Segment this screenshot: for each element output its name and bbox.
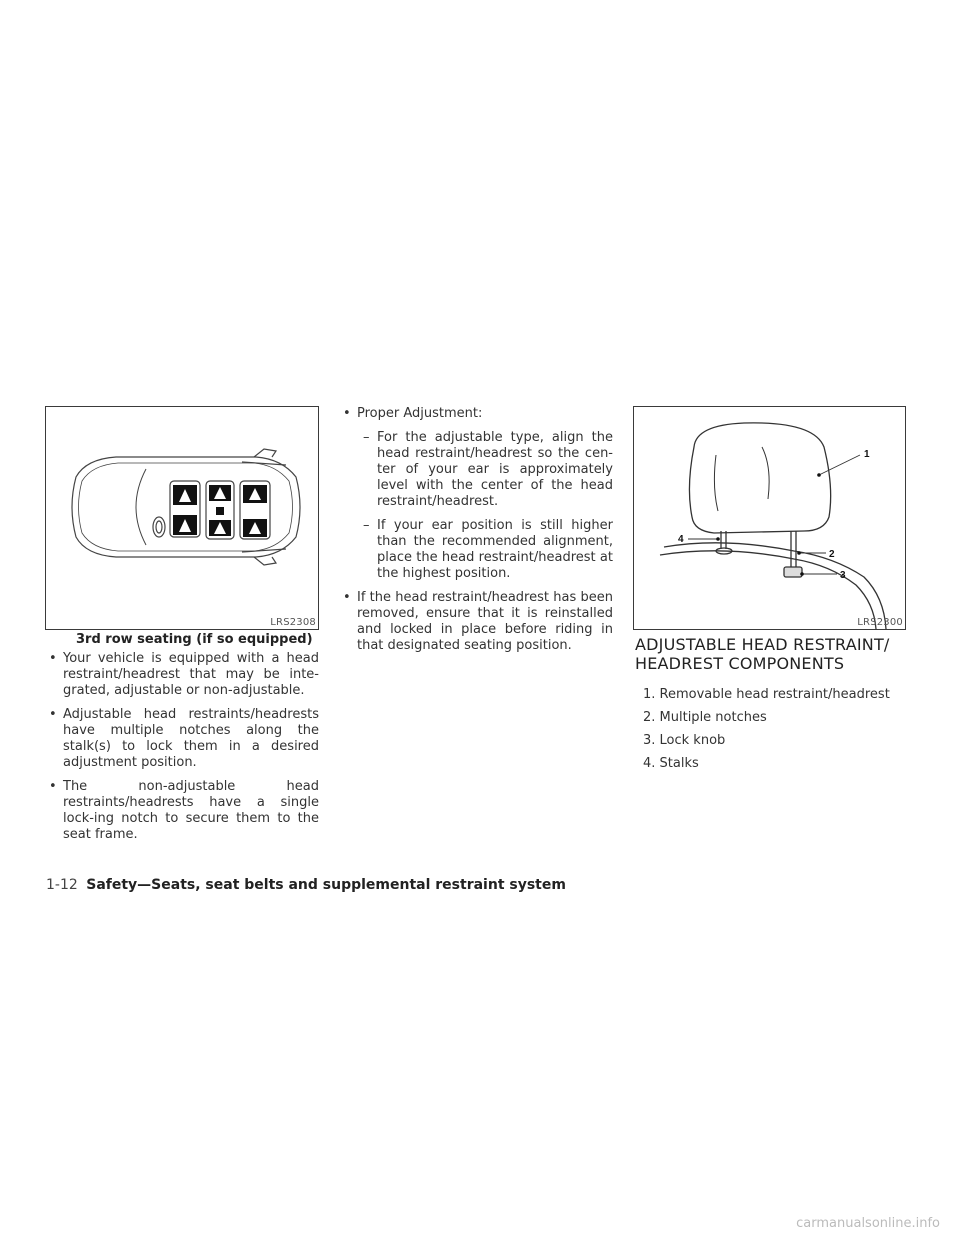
bullet-text: Proper Adjustment: xyxy=(357,406,483,421)
heading-line-1: ADJUSTABLE HEAD RESTRAINT/ xyxy=(635,635,890,654)
section-heading xyxy=(635,635,915,673)
bullet-item xyxy=(343,406,613,422)
bullet-item xyxy=(49,779,319,843)
bullet-item xyxy=(49,707,319,771)
left-column xyxy=(49,651,319,851)
dash-item xyxy=(343,430,613,510)
bullet-text: If the head restraint/headrest has been removed, ensure that it is reinstalled and locked in place before riding in that designated seating position. xyxy=(357,590,613,653)
callout-3: 3 xyxy=(840,570,846,581)
page-footer xyxy=(46,877,566,893)
bullet-text: Your vehicle is equipped with a head restraint/headrest that may be inte-grated, adjustable or non-adjustable. xyxy=(63,651,319,698)
list-item: 2. Multiple notches xyxy=(643,710,767,725)
right-column xyxy=(635,635,915,779)
bullet-item xyxy=(49,651,319,699)
figure-vehicle-top-view xyxy=(45,406,319,630)
list-item: 1. Removable head restraint/headrest xyxy=(643,687,890,702)
page-number: 1-12 xyxy=(46,877,78,893)
bullet-dot: • xyxy=(343,590,351,605)
dash-item xyxy=(343,518,613,582)
middle-column xyxy=(343,406,613,662)
bullet-item xyxy=(343,590,613,654)
heading-line-2: HEADREST COMPONENTS xyxy=(635,654,845,673)
figure-code-left: LRS2308 xyxy=(270,617,316,628)
figure-head-restraint xyxy=(633,406,906,630)
vehicle-top-view-illustration xyxy=(46,407,318,629)
figure-code-right: LRS2300 xyxy=(857,617,903,628)
figure-caption-left: 3rd row seating (if so equipped) xyxy=(76,632,313,647)
list-item: 4. Stalks xyxy=(643,756,699,771)
callout-1: 1 xyxy=(864,449,870,460)
bullet-dot: • xyxy=(49,707,57,722)
bullet-dot: • xyxy=(49,651,57,666)
dash-text: If your ear position is still higher than the recommended alignment, place the head restraint/headrest at the highest position. xyxy=(377,518,613,581)
dash-mark: – xyxy=(363,518,370,533)
callout-4: 4 xyxy=(678,534,684,545)
list-item: 3. Lock knob xyxy=(643,733,726,748)
callout-2: 2 xyxy=(829,549,835,560)
bullet-dot: • xyxy=(49,779,57,794)
dash-text: For the adjustable type, align the head restraint/headrest so the cen-ter of your ear is approximately level with the center of the head restraint/headrest. xyxy=(377,430,613,509)
head-restraint-illustration xyxy=(634,407,905,629)
watermark: carmanualsonline.info xyxy=(796,1216,940,1231)
bullet-dot: • xyxy=(343,406,351,421)
dash-mark: – xyxy=(363,430,370,445)
section-title: Safety—Seats, seat belts and supplemental restraint system xyxy=(86,877,566,893)
bullet-text: Adjustable head restraints/headrests have multiple notches along the stalk(s) to lock them in a desired adjustment position. xyxy=(63,707,319,770)
bullet-text: The non-adjustable head restraints/headrests have a single lock-ing notch to secure them to the seat frame. xyxy=(63,779,319,842)
